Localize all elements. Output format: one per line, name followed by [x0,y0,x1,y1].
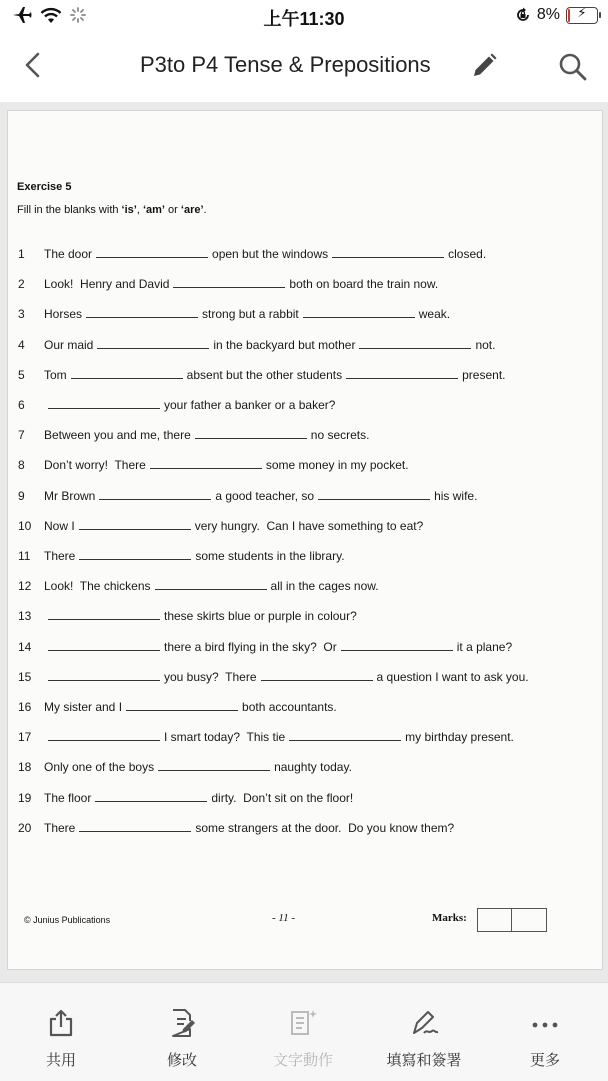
question-number: 13 [18,609,32,624]
question-text: no secrets. [310,428,370,443]
question-number: 18 [18,760,32,775]
answer-blank [261,671,373,681]
copyright-text: © Junius Publications [24,915,111,925]
status-bar [0,0,608,32]
pencil-icon [468,50,500,82]
edit-document-icon [166,1007,198,1039]
question-row [18,519,423,533]
answer-blank [195,429,307,439]
marks-box [477,908,547,932]
question-row [18,489,477,503]
question-text: The floor [44,790,92,805]
question-text: Between you and me, there [44,428,191,443]
question-row [18,670,529,684]
question-text: Don’t worry! There [44,458,146,473]
question-number: 8 [18,458,25,473]
question-text: Tom [44,367,67,382]
question-number: 16 [18,700,32,714]
marks-label: Marks: [432,912,467,924]
question-text: dirty. Don’t sit on the floor! [211,790,354,805]
question-text: open but the windows [212,247,329,261]
answer-blank [173,278,285,288]
question-row [18,700,337,714]
page-number: - 11 - [272,912,296,924]
question-row [18,338,495,352]
question-text: Our maid [44,337,94,352]
question-text: his wife. [434,488,478,503]
back-button[interactable] [16,48,50,82]
edit-button[interactable] [468,50,500,82]
answer-blank [48,399,160,409]
question-text: closed. [448,247,487,261]
question-text: The door [44,247,93,261]
more-icon [529,1007,561,1039]
question-text: some strangers at the door. Do you know them? [195,820,455,835]
question-text: naughty today. [274,760,352,775]
question-row [18,760,352,774]
question-row [18,398,335,412]
question-text: There [44,820,76,835]
answer-blank [99,490,211,500]
answer-blank [289,731,401,741]
answer-blank [155,580,267,590]
answer-blank [150,459,262,469]
modify-label: 修改 [166,1052,197,1069]
question-row [18,609,357,623]
back-chevron-icon [16,48,50,82]
nav-bar [0,32,608,102]
answer-blank [318,490,430,500]
question-text: there a bird flying in the sky? Or [164,639,337,654]
answer-blank [346,369,458,379]
question-text: My sister and I [44,700,123,714]
question-row [18,277,438,291]
search-icon [556,50,590,84]
question-text: in the backyard but mother [213,337,356,352]
question-text: Only one of the boys [44,760,155,775]
question-number: 19 [18,790,32,805]
text-action-label: 文字動作 [272,1052,333,1069]
answer-blank [79,550,191,560]
status-time: 上午11:30 [263,9,345,29]
question-text: Look! Henry and David [44,277,170,292]
question-text: present. [462,367,506,382]
question-text: all in the cages now. [270,579,379,594]
search-button[interactable] [556,50,590,84]
answer-blank [79,822,191,832]
question-text: Look! The chickens [44,579,151,594]
question-row [18,549,345,563]
answer-blank [341,641,453,651]
answer-blank [96,248,208,258]
more-button[interactable] [495,983,595,1081]
question-number: 17 [18,730,32,745]
question-number: 1 [18,247,25,261]
question-row [18,368,505,382]
answer-blank [48,671,160,681]
orientation-lock-icon [515,7,531,23]
question-number: 2 [18,277,25,292]
document-viewer[interactable] [0,102,608,982]
share-label: 共用 [45,1052,76,1069]
question-text: Now I [44,518,75,533]
fill-sign-button[interactable] [374,983,474,1081]
question-row [18,428,369,442]
fill-sign-label: 填寫和簽署 [386,1052,462,1069]
more-label: 更多 [529,1052,560,1069]
question-text: both accountants. [242,700,337,714]
question-text: you busy? There [164,669,257,684]
charging-bolt-icon: ⚡ [577,4,587,20]
bottom-toolbar [0,982,608,1081]
battery-icon [566,4,598,24]
question-number: 7 [18,428,25,443]
exercise-instructions: Fill in the blanks with ‘is’, ‘am’ or ‘are’. [17,204,207,216]
answer-blank [126,701,238,711]
share-button[interactable] [11,983,111,1081]
question-text: Horses [44,307,83,322]
answer-blank [71,369,183,379]
battery-percent: 8% [536,6,560,23]
answer-blank [86,308,198,318]
answer-blank [48,610,160,620]
text-action-button[interactable] [253,983,353,1081]
question-row [18,640,512,654]
question-text: absent but the other students [186,367,343,382]
answer-blank [359,339,471,349]
question-text: your father a banker or a baker? [164,398,336,412]
fill-sign-icon [408,1007,440,1039]
question-text: I smart today? This tie [164,730,286,745]
answer-blank [95,792,207,802]
question-number: 11 [18,549,31,563]
question-number: 12 [18,579,32,594]
question-row [18,791,353,805]
question-text: it a plane? [456,639,513,654]
modify-button[interactable] [132,983,232,1081]
question-text: a question I want to ask you. [376,669,529,684]
question-number: 10 [18,518,32,533]
status-right [515,6,598,24]
question-row [18,247,486,261]
question-number: 5 [18,367,25,382]
question-text: There [44,549,76,563]
question-row [18,307,450,321]
question-text: both on board the train now. [289,277,439,292]
question-row [18,458,409,472]
question-text: Mr Brown [44,488,96,503]
question-number: 3 [18,307,25,322]
question-row [18,730,514,744]
question-text: not. [475,337,496,352]
answer-blank [303,308,415,318]
question-text: these skirts blue or purple in colour? [164,609,357,624]
question-number: 20 [18,820,32,835]
question-number: 14 [18,639,32,654]
answer-blank [48,731,160,741]
share-icon [45,1007,77,1039]
question-text: strong but a rabbit [202,307,299,322]
question-text: some students in the library. [195,549,345,563]
answer-blank [48,641,160,651]
exercise-title: Exercise 5 [17,181,72,193]
document-title: P3to P4 Tense & Prepositions [140,52,431,77]
answer-blank [158,761,270,771]
question-text: some money in my pocket. [265,458,409,473]
question-text: a good teacher, so [215,488,315,503]
question-text: very hungry. Can I have something to eat? [194,518,424,533]
question-number: 15 [18,669,32,684]
answer-blank [332,248,444,258]
document-page [7,110,603,970]
question-number: 4 [18,337,25,352]
question-text: weak. [418,307,451,322]
text-action-icon [287,1007,319,1039]
answer-blank [79,520,191,530]
question-number: 6 [18,398,25,412]
question-text: my birthday present. [405,730,514,745]
question-number: 9 [18,488,25,503]
question-row [18,579,379,593]
question-row [18,821,454,835]
answer-blank [97,339,209,349]
